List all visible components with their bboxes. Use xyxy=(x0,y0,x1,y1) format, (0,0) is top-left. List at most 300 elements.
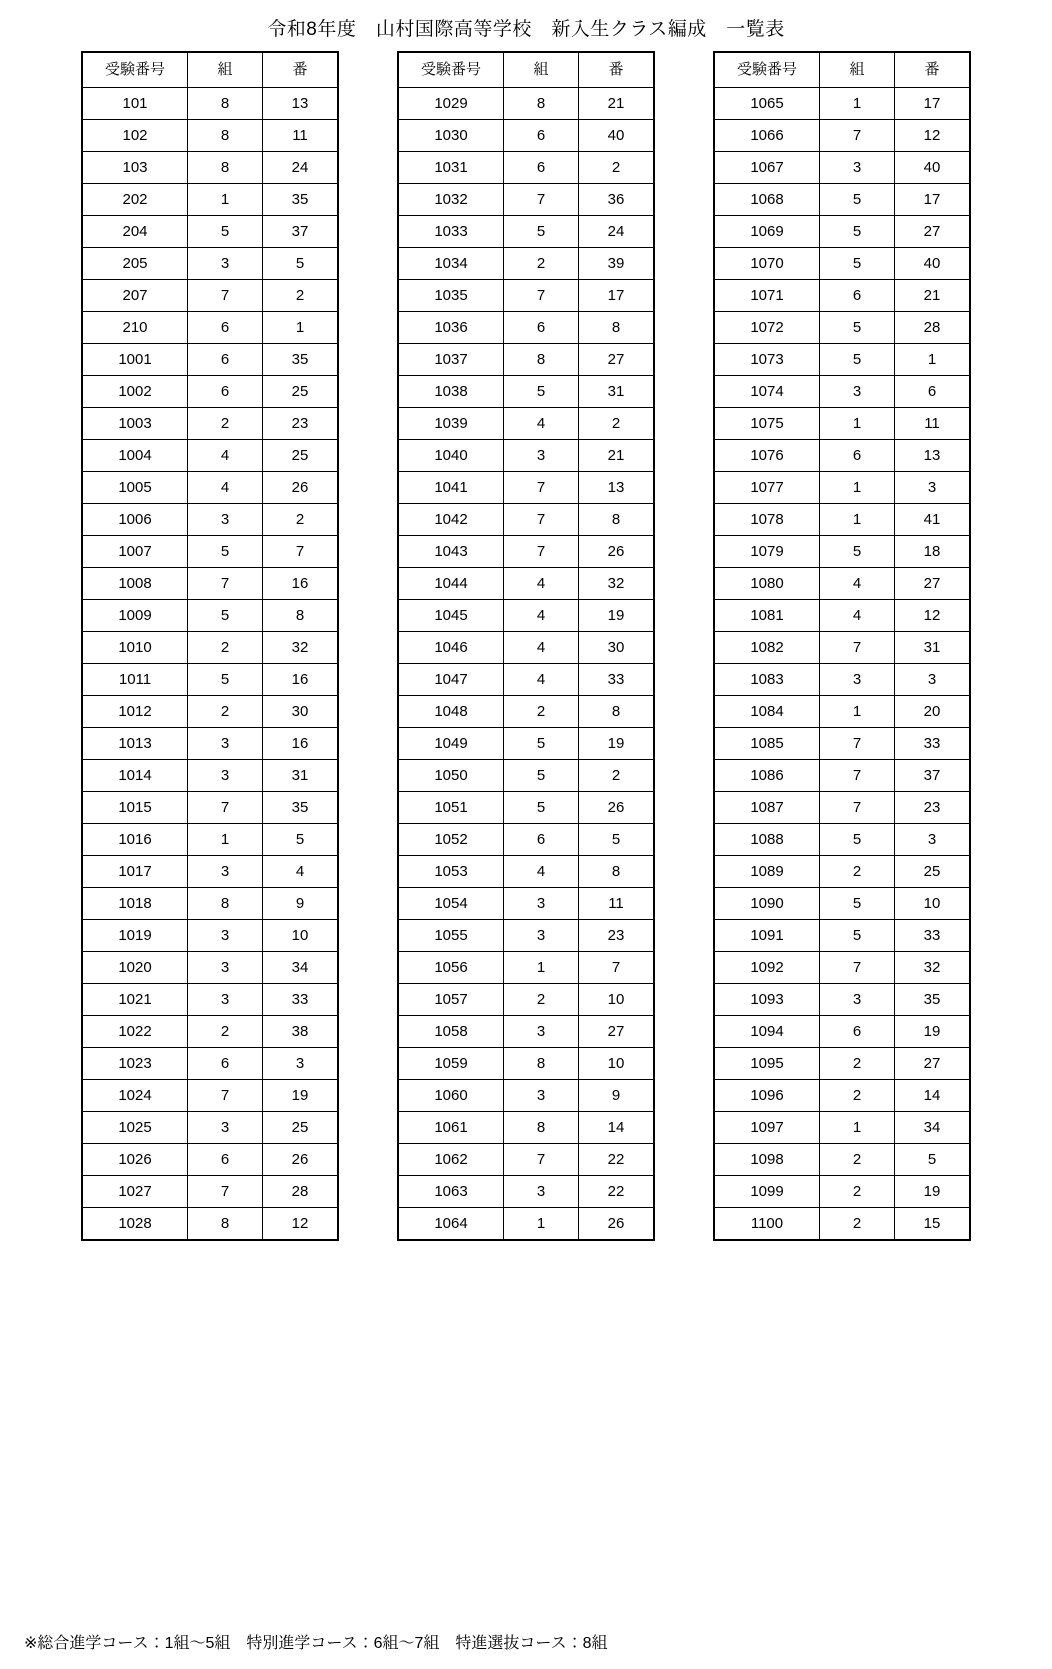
table-row xyxy=(82,888,338,920)
table-row xyxy=(82,1208,338,1241)
cell-class: 1 xyxy=(188,184,263,216)
cell-class: 5 xyxy=(504,376,579,408)
cell-number: 27 xyxy=(579,344,655,376)
cell-number: 11 xyxy=(263,120,339,152)
table-row xyxy=(82,280,338,312)
cell-exam-number: 1057 xyxy=(398,984,504,1016)
cell-number: 17 xyxy=(579,280,655,312)
cell-class: 3 xyxy=(820,984,895,1016)
cell-class: 1 xyxy=(820,408,895,440)
cell-exam-number: 1078 xyxy=(714,504,820,536)
table-row xyxy=(82,120,338,152)
table-row xyxy=(714,952,970,984)
cell-exam-number: 1027 xyxy=(82,1176,188,1208)
cell-exam-number: 1077 xyxy=(714,472,820,504)
table-row xyxy=(398,824,654,856)
table-row xyxy=(714,1016,970,1048)
table-row xyxy=(714,1112,970,1144)
cell-class: 7 xyxy=(188,1080,263,1112)
cell-class: 6 xyxy=(504,120,579,152)
cell-exam-number: 1013 xyxy=(82,728,188,760)
cell-number: 20 xyxy=(895,696,971,728)
cell-exam-number: 1097 xyxy=(714,1112,820,1144)
cell-exam-number: 1007 xyxy=(82,536,188,568)
table-row xyxy=(82,152,338,184)
cell-class: 5 xyxy=(820,312,895,344)
cell-number: 18 xyxy=(895,536,971,568)
cell-class: 3 xyxy=(504,888,579,920)
cell-number: 27 xyxy=(895,1048,971,1080)
cell-number: 17 xyxy=(895,184,971,216)
cell-number: 31 xyxy=(579,376,655,408)
cell-exam-number: 1066 xyxy=(714,120,820,152)
cell-class: 3 xyxy=(188,760,263,792)
cell-class: 4 xyxy=(504,568,579,600)
cell-exam-number: 1072 xyxy=(714,312,820,344)
table-row xyxy=(82,1016,338,1048)
cell-exam-number: 1025 xyxy=(82,1112,188,1144)
cell-class: 7 xyxy=(820,632,895,664)
cell-number: 8 xyxy=(579,856,655,888)
cell-class: 6 xyxy=(820,440,895,472)
table-row xyxy=(398,632,654,664)
cell-exam-number: 1081 xyxy=(714,600,820,632)
cell-number: 2 xyxy=(263,504,339,536)
table-row xyxy=(398,152,654,184)
cell-class: 1 xyxy=(820,472,895,504)
cell-class: 5 xyxy=(820,536,895,568)
table-row xyxy=(398,696,654,728)
cell-exam-number: 1038 xyxy=(398,376,504,408)
cell-class: 1 xyxy=(820,88,895,120)
table-row xyxy=(398,504,654,536)
cell-number: 2 xyxy=(579,760,655,792)
page-title: 令和8年度 山村国際高等学校 新入生クラス編成 一覧表 xyxy=(267,19,785,40)
cell-class: 4 xyxy=(188,440,263,472)
table-row xyxy=(82,248,338,280)
cell-number: 13 xyxy=(895,440,971,472)
cell-number: 32 xyxy=(579,568,655,600)
cell-number: 19 xyxy=(263,1080,339,1112)
cell-class: 2 xyxy=(820,856,895,888)
cell-class: 5 xyxy=(820,824,895,856)
table-row xyxy=(714,856,970,888)
table-row xyxy=(714,728,970,760)
cell-exam-number: 1055 xyxy=(398,920,504,952)
cell-number: 7 xyxy=(579,952,655,984)
cell-class: 5 xyxy=(504,216,579,248)
cell-class: 1 xyxy=(504,1208,579,1241)
cell-number: 27 xyxy=(895,216,971,248)
table-row xyxy=(82,952,338,984)
table-row xyxy=(82,1112,338,1144)
cell-class: 7 xyxy=(504,504,579,536)
cell-class: 7 xyxy=(820,760,895,792)
cell-class: 8 xyxy=(504,88,579,120)
table-row xyxy=(82,504,338,536)
cell-number: 33 xyxy=(895,920,971,952)
cell-class: 8 xyxy=(188,888,263,920)
cell-number: 35 xyxy=(263,792,339,824)
cell-class: 2 xyxy=(188,696,263,728)
cell-number: 37 xyxy=(263,216,339,248)
cell-class: 6 xyxy=(820,280,895,312)
cell-exam-number: 204 xyxy=(82,216,188,248)
cell-exam-number: 1042 xyxy=(398,504,504,536)
cell-exam-number: 1017 xyxy=(82,856,188,888)
cell-number: 30 xyxy=(579,632,655,664)
cell-class: 3 xyxy=(504,1176,579,1208)
cell-exam-number: 102 xyxy=(82,120,188,152)
cell-class: 4 xyxy=(504,632,579,664)
cell-exam-number: 1071 xyxy=(714,280,820,312)
cell-exam-number: 1004 xyxy=(82,440,188,472)
table-row xyxy=(398,472,654,504)
cell-number: 26 xyxy=(579,1208,655,1241)
table-row xyxy=(398,344,654,376)
cell-exam-number: 1050 xyxy=(398,760,504,792)
cell-number: 32 xyxy=(895,952,971,984)
cell-number: 26 xyxy=(579,792,655,824)
table-row xyxy=(82,408,338,440)
cell-exam-number: 1080 xyxy=(714,568,820,600)
cell-number: 16 xyxy=(263,664,339,696)
table-row xyxy=(714,120,970,152)
cell-exam-number: 1088 xyxy=(714,824,820,856)
cell-number: 33 xyxy=(895,728,971,760)
table-row xyxy=(714,696,970,728)
table-row xyxy=(82,88,338,120)
table-row xyxy=(82,1080,338,1112)
cell-class: 2 xyxy=(504,696,579,728)
cell-exam-number: 1098 xyxy=(714,1144,820,1176)
table-row xyxy=(398,728,654,760)
column-header-exam-number: 受験番号 xyxy=(398,52,504,88)
cell-class: 5 xyxy=(820,216,895,248)
cell-class: 5 xyxy=(188,600,263,632)
cell-exam-number: 205 xyxy=(82,248,188,280)
cell-number: 25 xyxy=(895,856,971,888)
cell-class: 7 xyxy=(188,1176,263,1208)
class-assignment-tables xyxy=(0,51,1052,1241)
cell-number: 2 xyxy=(579,152,655,184)
cell-exam-number: 1023 xyxy=(82,1048,188,1080)
table-row xyxy=(398,1048,654,1080)
cell-class: 4 xyxy=(820,600,895,632)
cell-class: 1 xyxy=(504,952,579,984)
cell-exam-number: 1067 xyxy=(714,152,820,184)
table-row xyxy=(82,1176,338,1208)
cell-exam-number: 1061 xyxy=(398,1112,504,1144)
table-row xyxy=(714,88,970,120)
table-row xyxy=(82,184,338,216)
table-row xyxy=(82,728,338,760)
cell-exam-number: 1034 xyxy=(398,248,504,280)
table-row xyxy=(714,312,970,344)
table-row xyxy=(82,472,338,504)
table-row xyxy=(82,760,338,792)
cell-class: 8 xyxy=(504,1048,579,1080)
cell-class: 8 xyxy=(188,1208,263,1241)
table-row xyxy=(398,1080,654,1112)
table-row xyxy=(398,1112,654,1144)
cell-class: 1 xyxy=(820,504,895,536)
cell-exam-number: 210 xyxy=(82,312,188,344)
cell-number: 14 xyxy=(895,1080,971,1112)
cell-class: 6 xyxy=(504,152,579,184)
cell-class: 1 xyxy=(820,696,895,728)
cell-class: 2 xyxy=(188,408,263,440)
cell-exam-number: 1085 xyxy=(714,728,820,760)
course-legend-footnote: ※総合進学コース：1組〜5組 特別進学コース：6組〜7組 特進選抜コース：8組 xyxy=(24,1635,608,1652)
table-row xyxy=(398,248,654,280)
table-row xyxy=(714,984,970,1016)
cell-number: 35 xyxy=(263,184,339,216)
cell-class: 3 xyxy=(820,664,895,696)
cell-exam-number: 1029 xyxy=(398,88,504,120)
cell-class: 5 xyxy=(188,664,263,696)
column-header-class: 組 xyxy=(504,52,579,88)
cell-class: 8 xyxy=(504,1112,579,1144)
cell-number: 41 xyxy=(895,504,971,536)
cell-number: 5 xyxy=(263,824,339,856)
table-row xyxy=(714,216,970,248)
cell-class: 7 xyxy=(820,120,895,152)
table-row xyxy=(398,312,654,344)
cell-class: 6 xyxy=(504,824,579,856)
cell-number: 16 xyxy=(263,568,339,600)
table-row xyxy=(714,152,970,184)
cell-exam-number: 1074 xyxy=(714,376,820,408)
table-row xyxy=(82,792,338,824)
cell-number: 26 xyxy=(263,472,339,504)
cell-number: 3 xyxy=(895,824,971,856)
table-body-2 xyxy=(398,88,654,1241)
cell-class: 6 xyxy=(504,312,579,344)
cell-number: 26 xyxy=(263,1144,339,1176)
cell-exam-number: 1009 xyxy=(82,600,188,632)
cell-number: 10 xyxy=(263,920,339,952)
column-header-number: 番 xyxy=(263,52,339,88)
cell-exam-number: 1008 xyxy=(82,568,188,600)
cell-exam-number: 1060 xyxy=(398,1080,504,1112)
table-row xyxy=(714,760,970,792)
cell-class: 4 xyxy=(504,600,579,632)
cell-number: 10 xyxy=(579,1048,655,1080)
table-row xyxy=(714,504,970,536)
table-row xyxy=(82,216,338,248)
cell-number: 1 xyxy=(895,344,971,376)
table-row xyxy=(82,824,338,856)
cell-class: 3 xyxy=(820,376,895,408)
table-row xyxy=(398,1176,654,1208)
cell-exam-number: 1092 xyxy=(714,952,820,984)
cell-number: 3 xyxy=(263,1048,339,1080)
cell-number: 34 xyxy=(263,952,339,984)
table-row xyxy=(714,408,970,440)
class-table-1 xyxy=(81,51,339,1241)
cell-class: 7 xyxy=(820,728,895,760)
cell-exam-number: 1024 xyxy=(82,1080,188,1112)
cell-class: 2 xyxy=(504,248,579,280)
table-row xyxy=(398,952,654,984)
table-header-row xyxy=(714,52,970,88)
table-row xyxy=(714,568,970,600)
cell-class: 3 xyxy=(188,856,263,888)
cell-class: 4 xyxy=(504,856,579,888)
cell-exam-number: 1094 xyxy=(714,1016,820,1048)
cell-number: 12 xyxy=(895,120,971,152)
table-row xyxy=(714,472,970,504)
cell-exam-number: 1018 xyxy=(82,888,188,920)
cell-number: 24 xyxy=(263,152,339,184)
cell-number: 7 xyxy=(263,536,339,568)
table-row xyxy=(82,1048,338,1080)
table-row xyxy=(398,280,654,312)
cell-exam-number: 1028 xyxy=(82,1208,188,1241)
cell-number: 11 xyxy=(579,888,655,920)
table-row xyxy=(398,1208,654,1241)
table-row xyxy=(714,1208,970,1241)
cell-class: 3 xyxy=(188,728,263,760)
cell-class: 2 xyxy=(820,1144,895,1176)
cell-number: 28 xyxy=(263,1176,339,1208)
table-row xyxy=(398,440,654,472)
cell-class: 2 xyxy=(820,1048,895,1080)
cell-exam-number: 1044 xyxy=(398,568,504,600)
table-row xyxy=(82,1144,338,1176)
table-row xyxy=(714,1080,970,1112)
cell-exam-number: 1041 xyxy=(398,472,504,504)
cell-class: 3 xyxy=(188,920,263,952)
cell-number: 34 xyxy=(895,1112,971,1144)
table-row xyxy=(398,888,654,920)
cell-exam-number: 1012 xyxy=(82,696,188,728)
cell-exam-number: 1046 xyxy=(398,632,504,664)
cell-exam-number: 207 xyxy=(82,280,188,312)
cell-number: 40 xyxy=(895,248,971,280)
cell-exam-number: 1048 xyxy=(398,696,504,728)
table-row xyxy=(398,536,654,568)
cell-exam-number: 1035 xyxy=(398,280,504,312)
cell-class: 6 xyxy=(188,1144,263,1176)
cell-number: 36 xyxy=(579,184,655,216)
cell-number: 4 xyxy=(263,856,339,888)
cell-exam-number: 1096 xyxy=(714,1080,820,1112)
cell-class: 7 xyxy=(504,184,579,216)
cell-class: 2 xyxy=(820,1080,895,1112)
table-row xyxy=(398,1016,654,1048)
cell-exam-number: 1087 xyxy=(714,792,820,824)
cell-class: 6 xyxy=(188,1048,263,1080)
table-row xyxy=(398,376,654,408)
table-row xyxy=(714,792,970,824)
cell-number: 19 xyxy=(579,600,655,632)
cell-number: 25 xyxy=(263,376,339,408)
cell-number: 1 xyxy=(263,312,339,344)
cell-class: 6 xyxy=(188,376,263,408)
cell-number: 8 xyxy=(579,312,655,344)
cell-class: 7 xyxy=(188,280,263,312)
cell-exam-number: 1040 xyxy=(398,440,504,472)
table-row xyxy=(398,792,654,824)
cell-class: 5 xyxy=(820,248,895,280)
cell-number: 23 xyxy=(579,920,655,952)
cell-number: 32 xyxy=(263,632,339,664)
table-row xyxy=(714,536,970,568)
cell-number: 3 xyxy=(895,472,971,504)
table-row xyxy=(82,984,338,1016)
cell-exam-number: 1099 xyxy=(714,1176,820,1208)
cell-exam-number: 1059 xyxy=(398,1048,504,1080)
table-row xyxy=(714,440,970,472)
cell-class: 4 xyxy=(188,472,263,504)
class-table-2 xyxy=(397,51,655,1241)
cell-class: 4 xyxy=(504,664,579,696)
cell-exam-number: 202 xyxy=(82,184,188,216)
table-row xyxy=(398,856,654,888)
table-row xyxy=(398,120,654,152)
cell-number: 37 xyxy=(895,760,971,792)
cell-class: 4 xyxy=(820,568,895,600)
cell-exam-number: 1084 xyxy=(714,696,820,728)
cell-exam-number: 103 xyxy=(82,152,188,184)
table-row xyxy=(714,1048,970,1080)
cell-number: 40 xyxy=(895,152,971,184)
table-row xyxy=(82,696,338,728)
cell-exam-number: 1073 xyxy=(714,344,820,376)
cell-exam-number: 1047 xyxy=(398,664,504,696)
table-row xyxy=(82,536,338,568)
cell-number: 9 xyxy=(579,1080,655,1112)
table-row xyxy=(398,408,654,440)
cell-exam-number: 1039 xyxy=(398,408,504,440)
cell-exam-number: 1068 xyxy=(714,184,820,216)
cell-exam-number: 1052 xyxy=(398,824,504,856)
cell-number: 40 xyxy=(579,120,655,152)
cell-class: 4 xyxy=(504,408,579,440)
cell-exam-number: 1056 xyxy=(398,952,504,984)
column-header-number: 番 xyxy=(895,52,971,88)
cell-class: 3 xyxy=(504,1016,579,1048)
cell-exam-number: 1100 xyxy=(714,1208,820,1241)
cell-number: 2 xyxy=(263,280,339,312)
cell-number: 14 xyxy=(579,1112,655,1144)
table-row xyxy=(82,664,338,696)
cell-number: 39 xyxy=(579,248,655,280)
cell-number: 6 xyxy=(895,376,971,408)
cell-number: 8 xyxy=(263,600,339,632)
table-row xyxy=(714,344,970,376)
cell-number: 11 xyxy=(895,408,971,440)
cell-number: 8 xyxy=(579,696,655,728)
cell-class: 8 xyxy=(188,120,263,152)
cell-class: 7 xyxy=(820,792,895,824)
cell-number: 10 xyxy=(579,984,655,1016)
cell-exam-number: 1091 xyxy=(714,920,820,952)
table-row xyxy=(82,920,338,952)
cell-exam-number: 1093 xyxy=(714,984,820,1016)
cell-exam-number: 1079 xyxy=(714,536,820,568)
cell-class: 3 xyxy=(188,984,263,1016)
cell-class: 7 xyxy=(504,280,579,312)
cell-class: 7 xyxy=(820,952,895,984)
cell-class: 3 xyxy=(504,440,579,472)
cell-exam-number: 1011 xyxy=(82,664,188,696)
cell-number: 13 xyxy=(579,472,655,504)
cell-class: 5 xyxy=(504,760,579,792)
cell-number: 19 xyxy=(895,1176,971,1208)
